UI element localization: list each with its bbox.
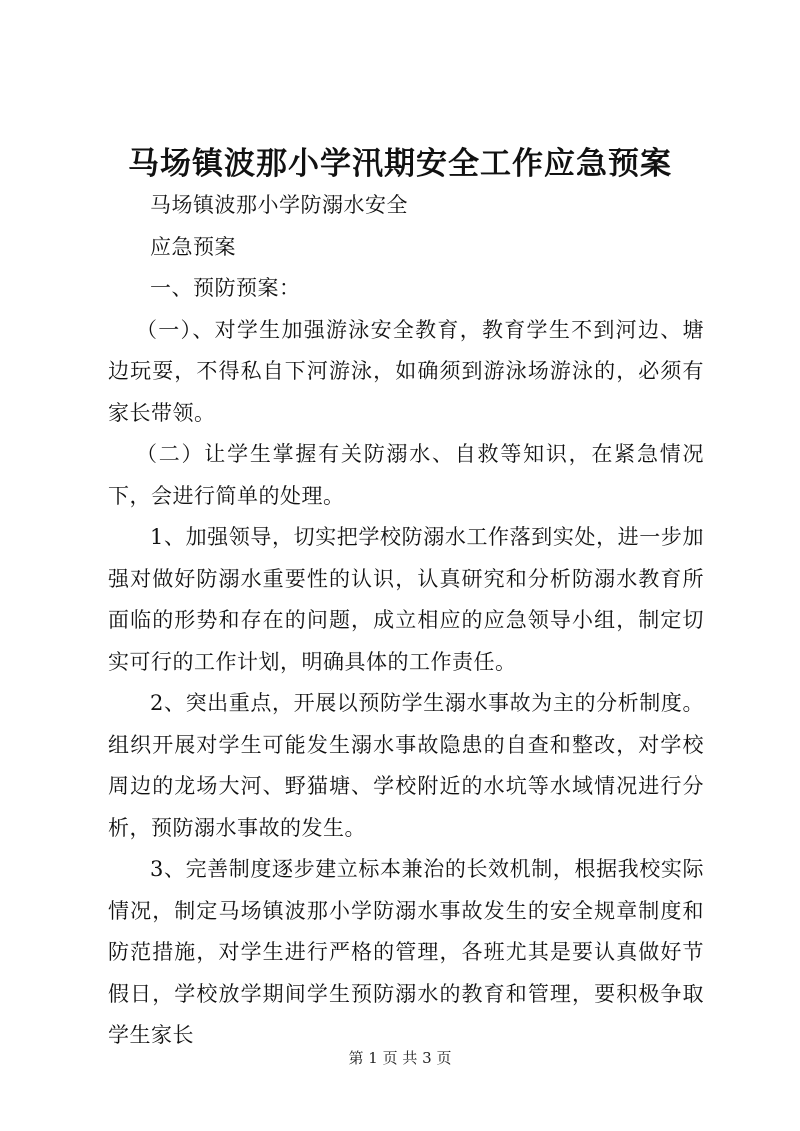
document-title: 马场镇波那小学汛期安全工作应急预案 (128, 146, 672, 182)
paragraph-subtitle-line1: 马场镇波那小学防溺水安全 (150, 193, 408, 217)
paragraph-point-2: 2、突出重点，开展以预防学生溺水事故为主的分析制度。组织开展对学生可能发生溺水事故隐患的自查和整改，对学校周边的龙场大河、野猫塘、学校附近的水坑等水域情况进行分析，预防溺水事故的发生。 (108, 691, 704, 840)
paragraph-item-2: （二）让学生掌握有关防溺水、自救等知识，在紧急情况下，会进行简单的处理。 (108, 442, 704, 508)
document-body (108, 185, 704, 1057)
paragraph-point-3: 3、完善制度逐步建立标本兼治的长效机制，根据我校实际情况，制定马场镇波那小学防溺水事故发生的安全规章制度和防范措施，对学生进行严格的管理，各班尤其是要认真做好节假日，学校放学期间学生预防溺水的教育和管理，要积极争取学生家长 (108, 857, 704, 1047)
paragraph-subtitle-line2: 应急预案 (150, 234, 236, 259)
paragraph-item-1: （一）、对学生加强游泳安全教育，教育学生不到河边、塘边玩耍，不得私自下河游泳，如确须到游泳场游泳的，必须有家长带领。 (108, 317, 704, 425)
paragraph-section-heading: 一、预防预案： (150, 276, 301, 300)
page-number-footer: 第 1 页 共 3 页 (348, 1049, 452, 1067)
paragraph-point-1: 1、加强领导，切实把学校防溺水工作落到实处，进一步加强对做好防溺水重要性的认识，认真研究和分析防溺水教育所面临的形势和存在的问题，成立相应的应急领导小组，制定切实可行的工作计划，明确具体的工作责任。 (108, 525, 704, 674)
